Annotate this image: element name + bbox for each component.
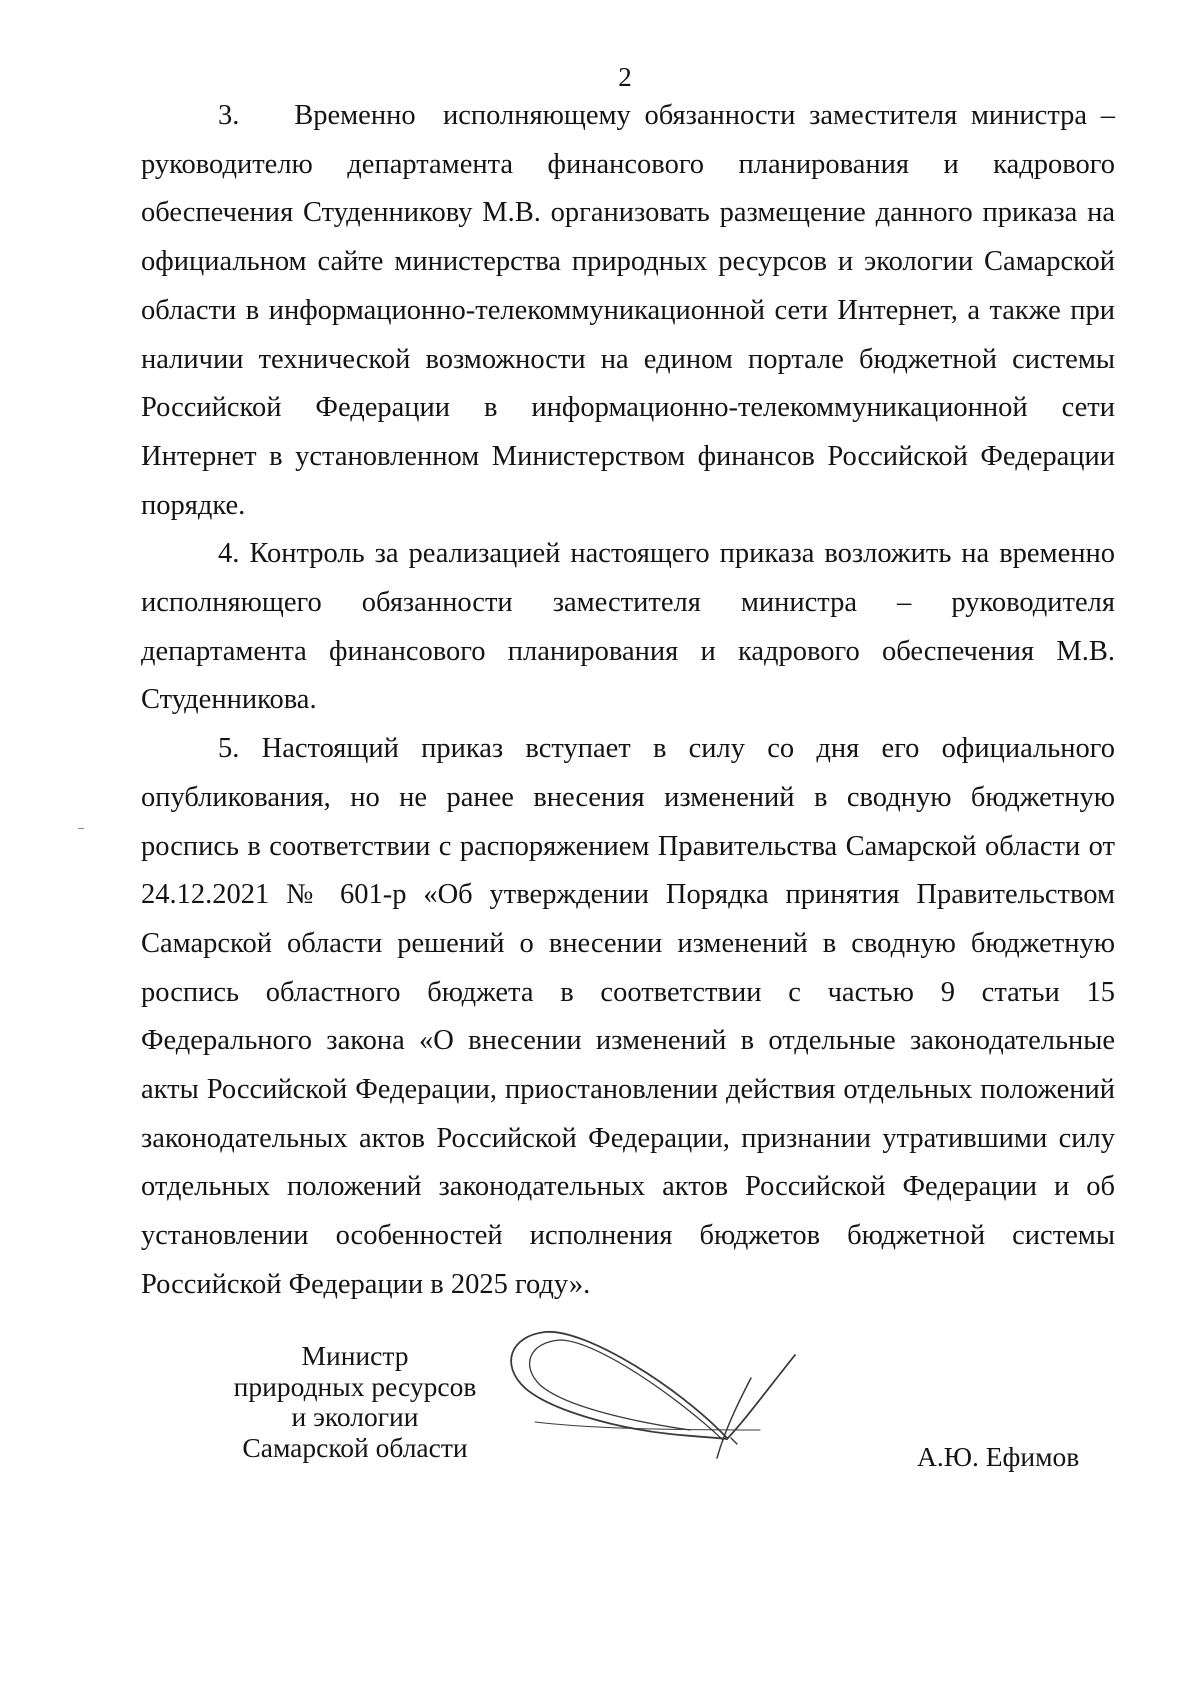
paragraph-5: 5. Настоящий приказ вступает в силу со дня его официального опубликования, но не ранее внесения изменений в сводную бюджетную роспись в соответствии с распоряжением Правительства Самарской области от 24.12.2021 № 601-р «Об утверждении Порядка принятия Правительством Самарской области решений о внесении изменений в сводную бюджетную роспись областного бюджета в соответствии с частью 9 статьи 15 Федерального закона «О внесении изменений в отдельные законодательные акты Российской Федерации, приостановлении действия отдельных положений законодательных актов Российской Федерации, признании утратившими силу отдельных положений законодательных актов Российской Федерации и об установлении особенностей исполнения бюджетов бюджетной системы Российской Федерации в 2025 году».: [141, 733, 1115, 1300]
paragraph-4: 4. Контроль за реализацией настоящего приказа возложить на временно исполняющего обязанности заместителя министра – руководителя департамента финансового планирования и кадрового обеспечения М.В. Студенникова.: [141, 538, 1115, 716]
document-body: [141, 92, 1115, 1310]
signer-title-line: Министр: [301, 1340, 409, 1371]
signer-title-line: природных ресурсов: [233, 1370, 477, 1402]
handwritten-signature: [505, 1310, 855, 1460]
paragraph-3: 3. Временно исполняющему обязанности заместителя министра – руководителю департамента финансового планирования и кадрового обеспечения Студенникову М.В. организовать размещение данного приказа на официальном сайте министерства природных ресурсов и экологии Самарской области в информационно-телекоммуникационной сети Интернет, а также при наличии технической возможности на едином портале бюджетной системы Российской Федерации в информационно-телекоммуникационной сети Интернет в установленном Министерством финансов Российской Федерации порядке.: [141, 100, 1115, 521]
signer-title-line: Самарской области: [242, 1431, 468, 1463]
signer-title-line: и экологии: [291, 1401, 419, 1432]
margin-mark: [78, 828, 84, 829]
signer-name: А.Ю. Ефимов: [917, 1441, 1080, 1472]
signer-title: [200, 1341, 510, 1463]
page-number: 2: [618, 62, 632, 92]
